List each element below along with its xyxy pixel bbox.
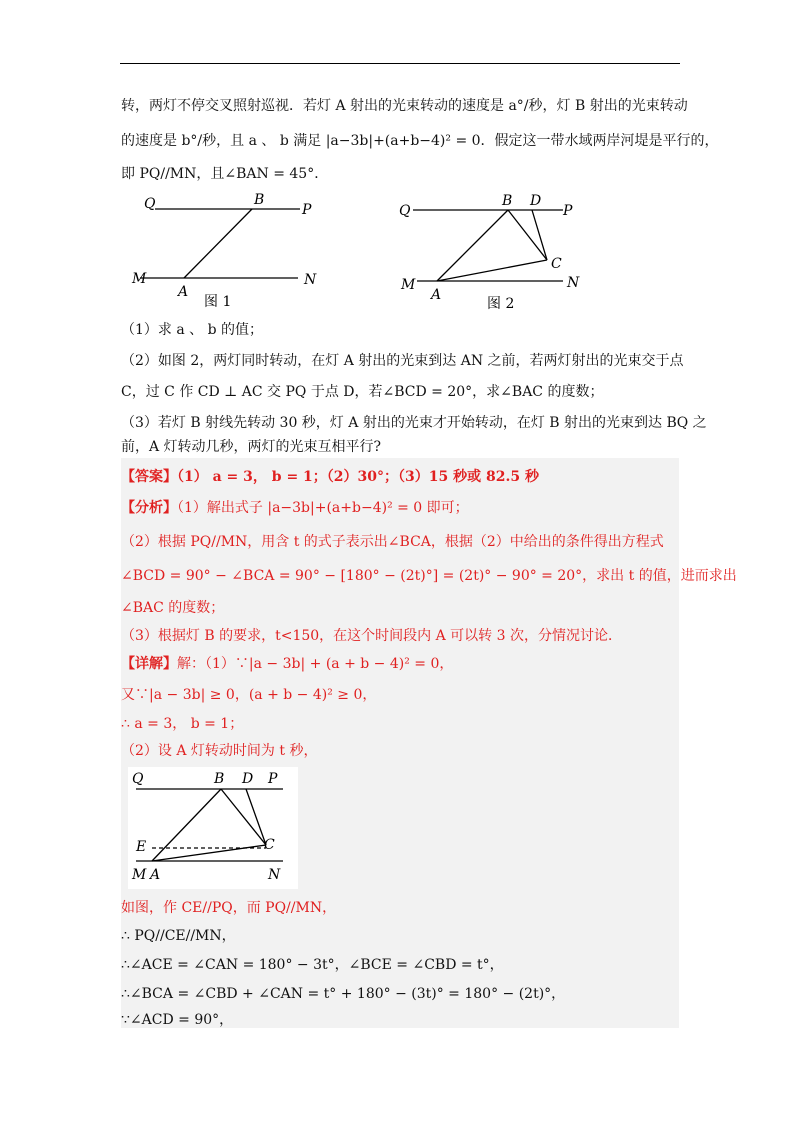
question-2b: C，过 C 作 CD ⊥ AC 交 PQ 于点 D，若∠BCD = 20°，求∠BAC 的度数； <box>121 384 604 400</box>
problem-line-3: 即 PQ//MN，且∠BAN = 45°． <box>121 166 329 182</box>
analysis-p3: （3）根据灯 B 的要求，t<150，在这个时间段内 A 可以转 3 次，分情况讨论． <box>121 628 622 644</box>
figure-1 <box>130 188 330 310</box>
fig3-label-p: P <box>268 771 278 787</box>
solution-s9: ∵∠ACD = 90°， <box>121 1012 234 1028</box>
solution-s4: （2）设 A 灯转动时间为 t 秒， <box>121 743 318 759</box>
fig1-caption: 图 1 <box>204 294 232 310</box>
fig3-label-m: M <box>132 867 147 883</box>
fig3-label-c: C <box>264 837 275 853</box>
fig2-label-q: Q <box>399 203 411 219</box>
solution-tag: 【详解】 <box>121 656 177 672</box>
fig2-label-n: N <box>567 275 580 291</box>
fig2-caption: 图 2 <box>487 296 515 312</box>
header-rule <box>120 63 680 64</box>
analysis-p2a: （2）根据 PQ//MN，用含 t 的式子表示出∠BCA，根据（2）中给出的条件得出方程式 <box>121 534 664 550</box>
fig3-label-d: D <box>242 771 254 787</box>
answer-text: （1） a = 3， b = 1；（2）30°；（3）15 秒或 82.5 秒 <box>177 469 539 485</box>
solution-s1: 解：（1）∵|a − 3b| + (a + b − 4)² = 0， <box>177 656 454 672</box>
solution-s6: ∴ PQ//CE//MN， <box>121 928 236 944</box>
fig2-label-p: P <box>563 203 573 219</box>
fig1-label-q: Q <box>144 196 156 212</box>
question-3a: （3）若灯 B 射线先转动 30 秒，灯 A 射出的光束才开始转动，在灯 B 射出的光束到达 BQ 之 <box>121 415 707 431</box>
fig1-label-a: A <box>178 284 189 300</box>
fig3-label-b: B <box>214 771 225 787</box>
fig1-label-p: P <box>302 202 312 218</box>
answer-line <box>121 467 539 487</box>
solution-s3: ∴ a = 3， b = 1； <box>121 716 244 732</box>
problem-line-1: 转，两灯不停交叉照射巡视．若灯 A 射出的光束转动的速度是 a°/秒，灯 B 射出的光束转动 <box>121 98 688 114</box>
figure-3 <box>128 767 298 889</box>
answer-tag: 【答案】 <box>121 469 177 485</box>
solution-s2: 又∵|a − 3b| ≥ 0，(a + b − 4)² ≥ 0， <box>121 687 377 703</box>
solution-s5: 如图，作 CE//PQ，而 PQ//MN， <box>121 900 337 916</box>
figure-2 <box>395 188 595 314</box>
fig2-label-m: M <box>401 277 416 293</box>
fig1-label-n: N <box>304 272 317 288</box>
fig2-label-d: D <box>530 193 542 209</box>
analysis-tag: 【分析】 <box>121 500 177 516</box>
question-2a: （2）如图 2，两灯同时转动，在灯 A 射出的光束到达 AN 之前，若两灯射出的光束交于点 <box>121 353 684 369</box>
question-3b: 前，A 灯转动几秒，两灯的光束互相平行? <box>121 439 382 455</box>
fig1-label-b: B <box>254 192 265 208</box>
solution-s8: ∴∠BCA = ∠CBD + ∠CAN = t° + 180° − (3t)° = 180° − (2t)°， <box>121 986 566 1002</box>
question-1: （1）求 a 、 b 的值； <box>121 322 264 338</box>
fig3-label-a: A <box>150 867 161 883</box>
problem-line-2: 的速度是 b°/秒，且 a 、 b 满足 |a−3b|+(a+b−4)² = 0．假定这一带水域两岸河堤是平行的， <box>121 133 719 149</box>
fig3-label-q: Q <box>132 771 144 787</box>
solution-s7: ∴∠ACE = ∠CAN = 180° − 3t°，∠BCE = ∠CBD = t°， <box>121 957 504 973</box>
fig2-label-b: B <box>502 193 513 209</box>
fig3-label-e: E <box>136 839 147 855</box>
analysis-p2b: ∠BCD = 90° − ∠BCA = 90° − [180° − (2t)°] = (2t)° − 90° = 20°，求出 t 的值，进而求出 <box>121 568 737 584</box>
fig2-label-c: C <box>551 256 562 272</box>
fig2-label-a: A <box>431 287 442 303</box>
analysis-p2c: ∠BAC 的度数； <box>121 600 225 616</box>
analysis-line-1 <box>121 498 469 518</box>
analysis-p1: （1）解出式子 |a−3b|+(a+b−4)² = 0 即可； <box>177 500 469 516</box>
fig3-label-n: N <box>268 867 281 883</box>
fig1-label-m: M <box>132 271 147 287</box>
solution-line-1 <box>121 654 453 674</box>
